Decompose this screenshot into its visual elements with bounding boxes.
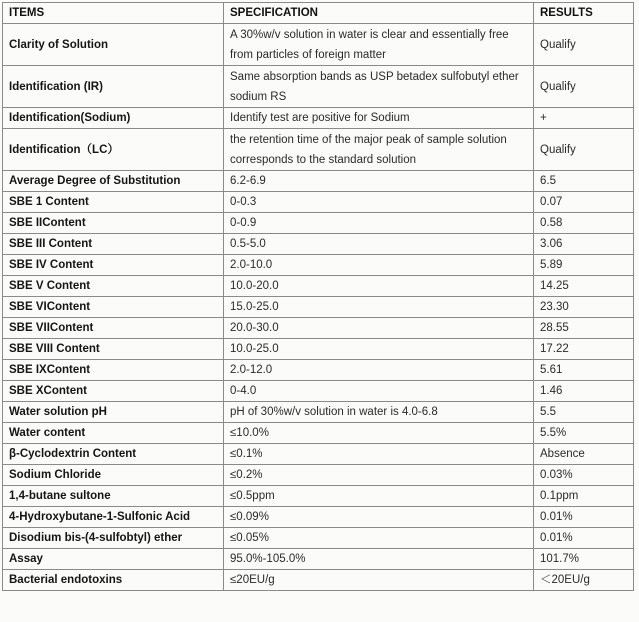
row-spec: 0-0.3 bbox=[224, 192, 534, 213]
row-result: + bbox=[534, 108, 634, 129]
row-item: Bacterial endotoxins bbox=[3, 570, 224, 591]
row-item: Identification(Sodium) bbox=[3, 108, 224, 129]
table-row bbox=[3, 108, 634, 129]
table-row bbox=[3, 255, 634, 276]
row-spec: the retention time of the major peak of sample solution corresponds to the standard solution bbox=[224, 129, 534, 171]
row-spec: 20.0-30.0 bbox=[224, 318, 534, 339]
table-row bbox=[3, 297, 634, 318]
row-item: SBE V Content bbox=[3, 276, 224, 297]
row-item: Assay bbox=[3, 549, 224, 570]
row-result: 0.1ppm bbox=[534, 486, 634, 507]
row-item: Disodium bis-(4-sulfobtyl) ether bbox=[3, 528, 224, 549]
row-item: β-Cyclodextrin Content bbox=[3, 444, 224, 465]
table-row bbox=[3, 171, 634, 192]
row-result: 0.03% bbox=[534, 465, 634, 486]
table-row bbox=[3, 318, 634, 339]
row-item: SBE IV Content bbox=[3, 255, 224, 276]
row-result: 5.5% bbox=[534, 423, 634, 444]
row-spec: ≤0.5ppm bbox=[224, 486, 534, 507]
row-item: SBE XContent bbox=[3, 381, 224, 402]
row-item: Average Degree of Substitution bbox=[3, 171, 224, 192]
table-row bbox=[3, 129, 634, 171]
row-item: SBE 1 Content bbox=[3, 192, 224, 213]
row-spec: ≤0.09% bbox=[224, 507, 534, 528]
table-row bbox=[3, 381, 634, 402]
row-spec: ≤0.05% bbox=[224, 528, 534, 549]
table-row bbox=[3, 360, 634, 381]
table-row bbox=[3, 402, 634, 423]
row-result: 0.58 bbox=[534, 213, 634, 234]
row-result: 0.07 bbox=[534, 192, 634, 213]
row-item: Water content bbox=[3, 423, 224, 444]
row-spec: 0-4.0 bbox=[224, 381, 534, 402]
row-item: SBE VIIContent bbox=[3, 318, 224, 339]
row-spec: 0.5-5.0 bbox=[224, 234, 534, 255]
row-item: Identification (IR) bbox=[3, 66, 224, 108]
table-row bbox=[3, 234, 634, 255]
header-items: ITEMS bbox=[3, 3, 224, 24]
row-result: 101.7% bbox=[534, 549, 634, 570]
row-result: 17.22 bbox=[534, 339, 634, 360]
row-item: SBE IIContent bbox=[3, 213, 224, 234]
row-result: 5.5 bbox=[534, 402, 634, 423]
row-result: 6.5 bbox=[534, 171, 634, 192]
specification-table bbox=[2, 2, 634, 591]
table-row bbox=[3, 570, 634, 591]
row-item: 4-Hydroxybutane-1-Sulfonic Acid bbox=[3, 507, 224, 528]
row-item: Identification（LC） bbox=[3, 129, 224, 171]
row-spec: A 30%w/v solution in water is clear and essentially free from particles of foreign matter bbox=[224, 24, 534, 66]
row-spec: 10.0-25.0 bbox=[224, 339, 534, 360]
row-spec: ≤0.2% bbox=[224, 465, 534, 486]
row-spec: ≤10.0% bbox=[224, 423, 534, 444]
table-row bbox=[3, 423, 634, 444]
row-result: Qualify bbox=[534, 129, 634, 171]
row-spec: 15.0-25.0 bbox=[224, 297, 534, 318]
table-row bbox=[3, 213, 634, 234]
row-result: 0.01% bbox=[534, 507, 634, 528]
row-item: Clarity of Solution bbox=[3, 24, 224, 66]
row-spec: Identify test are positive for Sodium bbox=[224, 108, 534, 129]
row-result: 3.06 bbox=[534, 234, 634, 255]
table-row bbox=[3, 465, 634, 486]
row-result: Qualify bbox=[534, 24, 634, 66]
table-row bbox=[3, 66, 634, 108]
table-row bbox=[3, 528, 634, 549]
table-row bbox=[3, 507, 634, 528]
row-spec: ≤0.1% bbox=[224, 444, 534, 465]
row-spec: ≤20EU/g bbox=[224, 570, 534, 591]
row-result: Qualify bbox=[534, 66, 634, 108]
row-result: 5.89 bbox=[534, 255, 634, 276]
row-result: 14.25 bbox=[534, 276, 634, 297]
table-row bbox=[3, 486, 634, 507]
row-spec: 2.0-10.0 bbox=[224, 255, 534, 276]
row-spec: 0-0.9 bbox=[224, 213, 534, 234]
row-spec: 2.0-12.0 bbox=[224, 360, 534, 381]
row-item: SBE VIII Content bbox=[3, 339, 224, 360]
row-item: Sodium Chloride bbox=[3, 465, 224, 486]
row-result: 5.61 bbox=[534, 360, 634, 381]
row-spec: pH of 30%w/v solution in water is 4.0-6.8 bbox=[224, 402, 534, 423]
row-result: ＜20EU/g bbox=[534, 570, 634, 591]
row-result: 23.30 bbox=[534, 297, 634, 318]
row-result: Absence bbox=[534, 444, 634, 465]
row-spec: Same absorption bands as USP betadex sulfobutyl ether sodium RS bbox=[224, 66, 534, 108]
row-spec: 6.2-6.9 bbox=[224, 171, 534, 192]
row-item: Water solution pH bbox=[3, 402, 224, 423]
table-row bbox=[3, 339, 634, 360]
row-result: 0.01% bbox=[534, 528, 634, 549]
table-row bbox=[3, 276, 634, 297]
row-result: 1.46 bbox=[534, 381, 634, 402]
row-result: 28.55 bbox=[534, 318, 634, 339]
header-results: RESULTS bbox=[534, 3, 634, 24]
table-row bbox=[3, 192, 634, 213]
table-row bbox=[3, 24, 634, 66]
row-item: SBE III Content bbox=[3, 234, 224, 255]
row-spec: 95.0%-105.0% bbox=[224, 549, 534, 570]
row-item: SBE IXContent bbox=[3, 360, 224, 381]
row-spec: 10.0-20.0 bbox=[224, 276, 534, 297]
table-header-row bbox=[3, 3, 634, 24]
table-row bbox=[3, 444, 634, 465]
row-item: SBE VIContent bbox=[3, 297, 224, 318]
table-row bbox=[3, 549, 634, 570]
row-item: 1,4-butane sultone bbox=[3, 486, 224, 507]
header-specification: SPECIFICATION bbox=[224, 3, 534, 24]
